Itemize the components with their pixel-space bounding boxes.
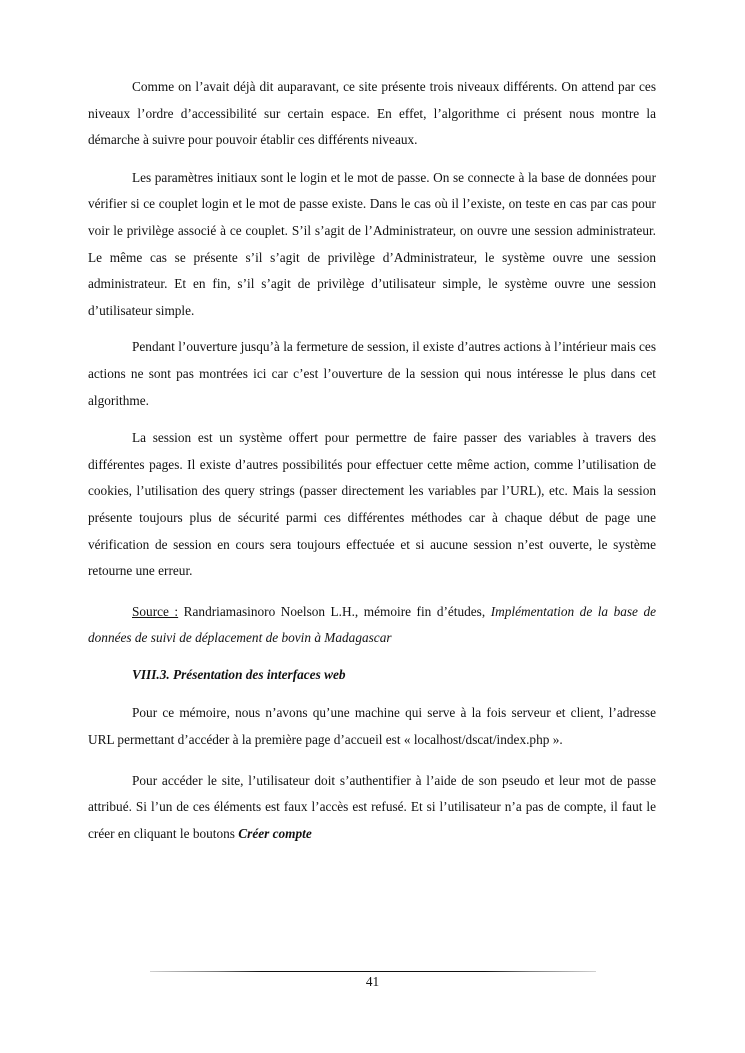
- footer-divider: [150, 971, 596, 972]
- paragraph-levels: Comme on l’avait déjà dit auparavant, ce site présente trois niveaux différents. On attend par ces niveaux l’ordre d’accessibilité sur certain espace. En effet, l’algorithme ci présent nous montre la démarche à suivre pour pouvoir établir ces différents niveaux.: [88, 79, 656, 148]
- create-account-emphasis: Créer compte: [238, 825, 312, 841]
- source-title: Implémentation de la base de données de suivi de déplacement de bovin à Madagascar: [88, 603, 657, 646]
- authentication-text: Pour accéder le site, l’utilisateur doit s’authentifier à l’aide de son pseudo et leur mot de passe attribué. Si l’un de ces éléments est faux l’accès est refusé. Et si l’utilisateur n’a pas de compte, il faut le créer en cliquant le boutons: [88, 772, 656, 841]
- document-body: [88, 74, 656, 847]
- page-number: 41: [365, 974, 380, 989]
- paragraph-authentication: [88, 768, 656, 848]
- source-label: Source :: [132, 603, 179, 619]
- paragraph-url: Pour ce mémoire, nous n’avons qu’une machine qui serve à la fois serveur et client, l’adresse URL permettant d’accéder à la première page d’accueil est « localhost/dscat/index.php ».: [88, 705, 656, 748]
- source-text: Randriamasinoro Noelson L.H., mémoire fin d’études,: [178, 603, 491, 619]
- paragraph-login-parameters: Les paramètres initiaux sont le login et le mot de passe. On se connecte à la base de données pour vérifier si ce couplet login et le mot de passe existe. Dans le cas où il l’existe, on teste en cas par cas pour voir le privilège associé à ce couplet. S’il s’agit de l’Administrateur, on ouvre une session administrateur. Le même cas se présente s’il s’agit de privilège d’Administrateur, le système ouvre une session administrateur. Et en fin, s’il s’agit de privilège d’utilisateur simple, le système ouvre une session d’utilisateur simple.: [88, 169, 656, 318]
- paragraph-session-actions: Pendant l’ouverture jusqu’à la fermeture de session, il existe d’autres actions à l’intérieur mais ces actions ne sont pas montrées ici car c’est l’ouverture de la session qui nous intéresse le plus dans cet algorithme.: [88, 339, 656, 408]
- paragraph-source: [88, 599, 656, 652]
- section-heading: VIII.3. Présentation des interfaces web: [132, 666, 346, 682]
- paragraph-session-definition: La session est un système offert pour permettre de faire passer des variables à travers des différentes pages. Il existe d’autres possibilités pour effectuer cette même action, comme l’utilisation de cookies, l’utilisation des query strings (passer directement les variables par l’URL), etc. Mais la session présente toujours plus de sécurité parmi ces différentes méthodes car à chaque début de page une vérification de session en cours sera toujours effectuée et si aucune session n’est ouverte, le système retourne une erreur.: [88, 430, 656, 579]
